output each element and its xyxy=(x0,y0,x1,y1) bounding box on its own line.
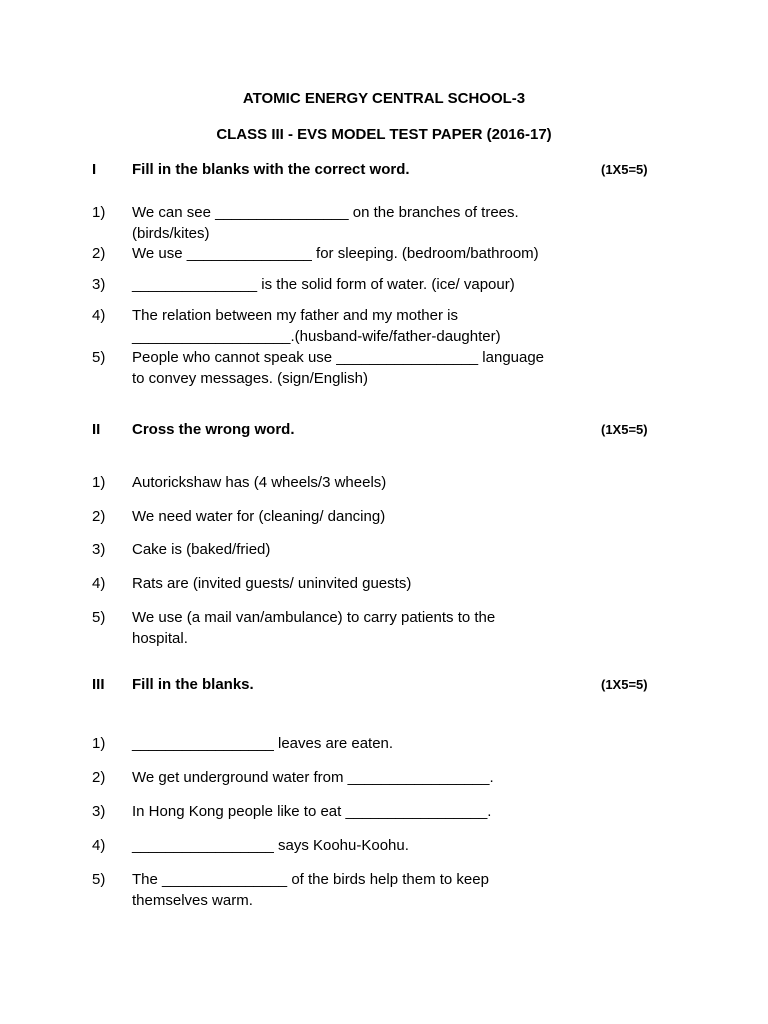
question-text xyxy=(132,202,519,244)
question-text xyxy=(132,835,409,856)
section-1-marks: (1X5=5) xyxy=(601,162,648,177)
question-line: The relation between my father and my mother is xyxy=(132,307,458,324)
question-line: themselves warm. xyxy=(132,892,253,909)
question-line: We can see ________________ on the branches of trees. xyxy=(132,204,519,221)
question-text xyxy=(132,801,491,822)
question-number: 1) xyxy=(92,735,106,752)
question-number: 4) xyxy=(92,575,106,592)
question-text xyxy=(132,472,386,493)
section-2-numeral: II xyxy=(92,421,101,438)
question-text xyxy=(132,274,515,295)
question-number: 3) xyxy=(92,803,106,820)
question-line: Rats are (invited guests/ uninvited guests) xyxy=(132,575,412,592)
question-line: _________________ says Koohu-Koohu. xyxy=(132,837,409,854)
question-number: 1) xyxy=(92,474,106,491)
section-1-heading: Fill in the blanks with the correct word. xyxy=(132,161,410,178)
question-text xyxy=(132,733,393,754)
section-1-numeral: I xyxy=(92,161,97,178)
question-line: In Hong Kong people like to eat _________________. xyxy=(132,803,492,820)
question-number: 2) xyxy=(92,769,106,786)
question-line: _________________ leaves are eaten. xyxy=(132,735,394,752)
section-2-marks: (1X5=5) xyxy=(601,422,648,437)
question-number: 5) xyxy=(92,349,106,366)
question-line: We use (a mail van/ambulance) to carry patients to the xyxy=(132,609,496,626)
question-line: ___________________.(husband-wife/father-daughter) xyxy=(132,328,501,345)
question-text xyxy=(132,607,495,649)
question-line: We get underground water from _________________. xyxy=(132,769,494,786)
section-2-heading: Cross the wrong word. xyxy=(132,421,295,438)
section-3-marks: (1X5=5) xyxy=(601,677,648,692)
question-number: 3) xyxy=(92,541,106,558)
question-number: 3) xyxy=(92,276,106,293)
question-text xyxy=(132,243,539,264)
question-text xyxy=(132,539,270,560)
question-text xyxy=(132,305,501,347)
question-line: Autorickshaw has (4 wheels/3 wheels) xyxy=(132,474,387,491)
question-line: _______________ is the solid form of water. (ice/ vapour) xyxy=(132,276,515,293)
question-number: 4) xyxy=(92,307,106,324)
question-text xyxy=(132,869,489,911)
question-number: 1) xyxy=(92,204,106,221)
question-line: to convey messages. (sign/English) xyxy=(132,370,368,387)
question-line: We need water for (cleaning/ dancing) xyxy=(132,508,386,525)
question-number: 5) xyxy=(92,871,106,888)
question-text xyxy=(132,347,544,389)
school-title: ATOMIC ENERGY CENTRAL SCHOOL-3 xyxy=(242,90,526,107)
paper-title: CLASS III - EVS MODEL TEST PAPER (2016-17) xyxy=(216,126,552,143)
question-line: The _______________ of the birds help them to keep xyxy=(132,871,489,888)
question-text xyxy=(132,573,411,594)
question-number: 2) xyxy=(92,508,106,525)
question-text xyxy=(132,506,385,527)
section-3-numeral: III xyxy=(92,676,105,693)
question-text xyxy=(132,767,494,788)
section-3-heading: Fill in the blanks. xyxy=(132,676,254,693)
question-line: People who cannot speak use _________________ language xyxy=(132,349,545,366)
question-number: 5) xyxy=(92,609,106,626)
question-line: (birds/kites) xyxy=(132,225,210,242)
question-line: hospital. xyxy=(132,630,188,647)
question-line: Cake is (baked/fried) xyxy=(132,541,271,558)
question-number: 2) xyxy=(92,245,106,262)
question-number: 4) xyxy=(92,837,106,854)
question-line: We use _______________ for sleeping. (bedroom/bathroom) xyxy=(132,245,539,262)
